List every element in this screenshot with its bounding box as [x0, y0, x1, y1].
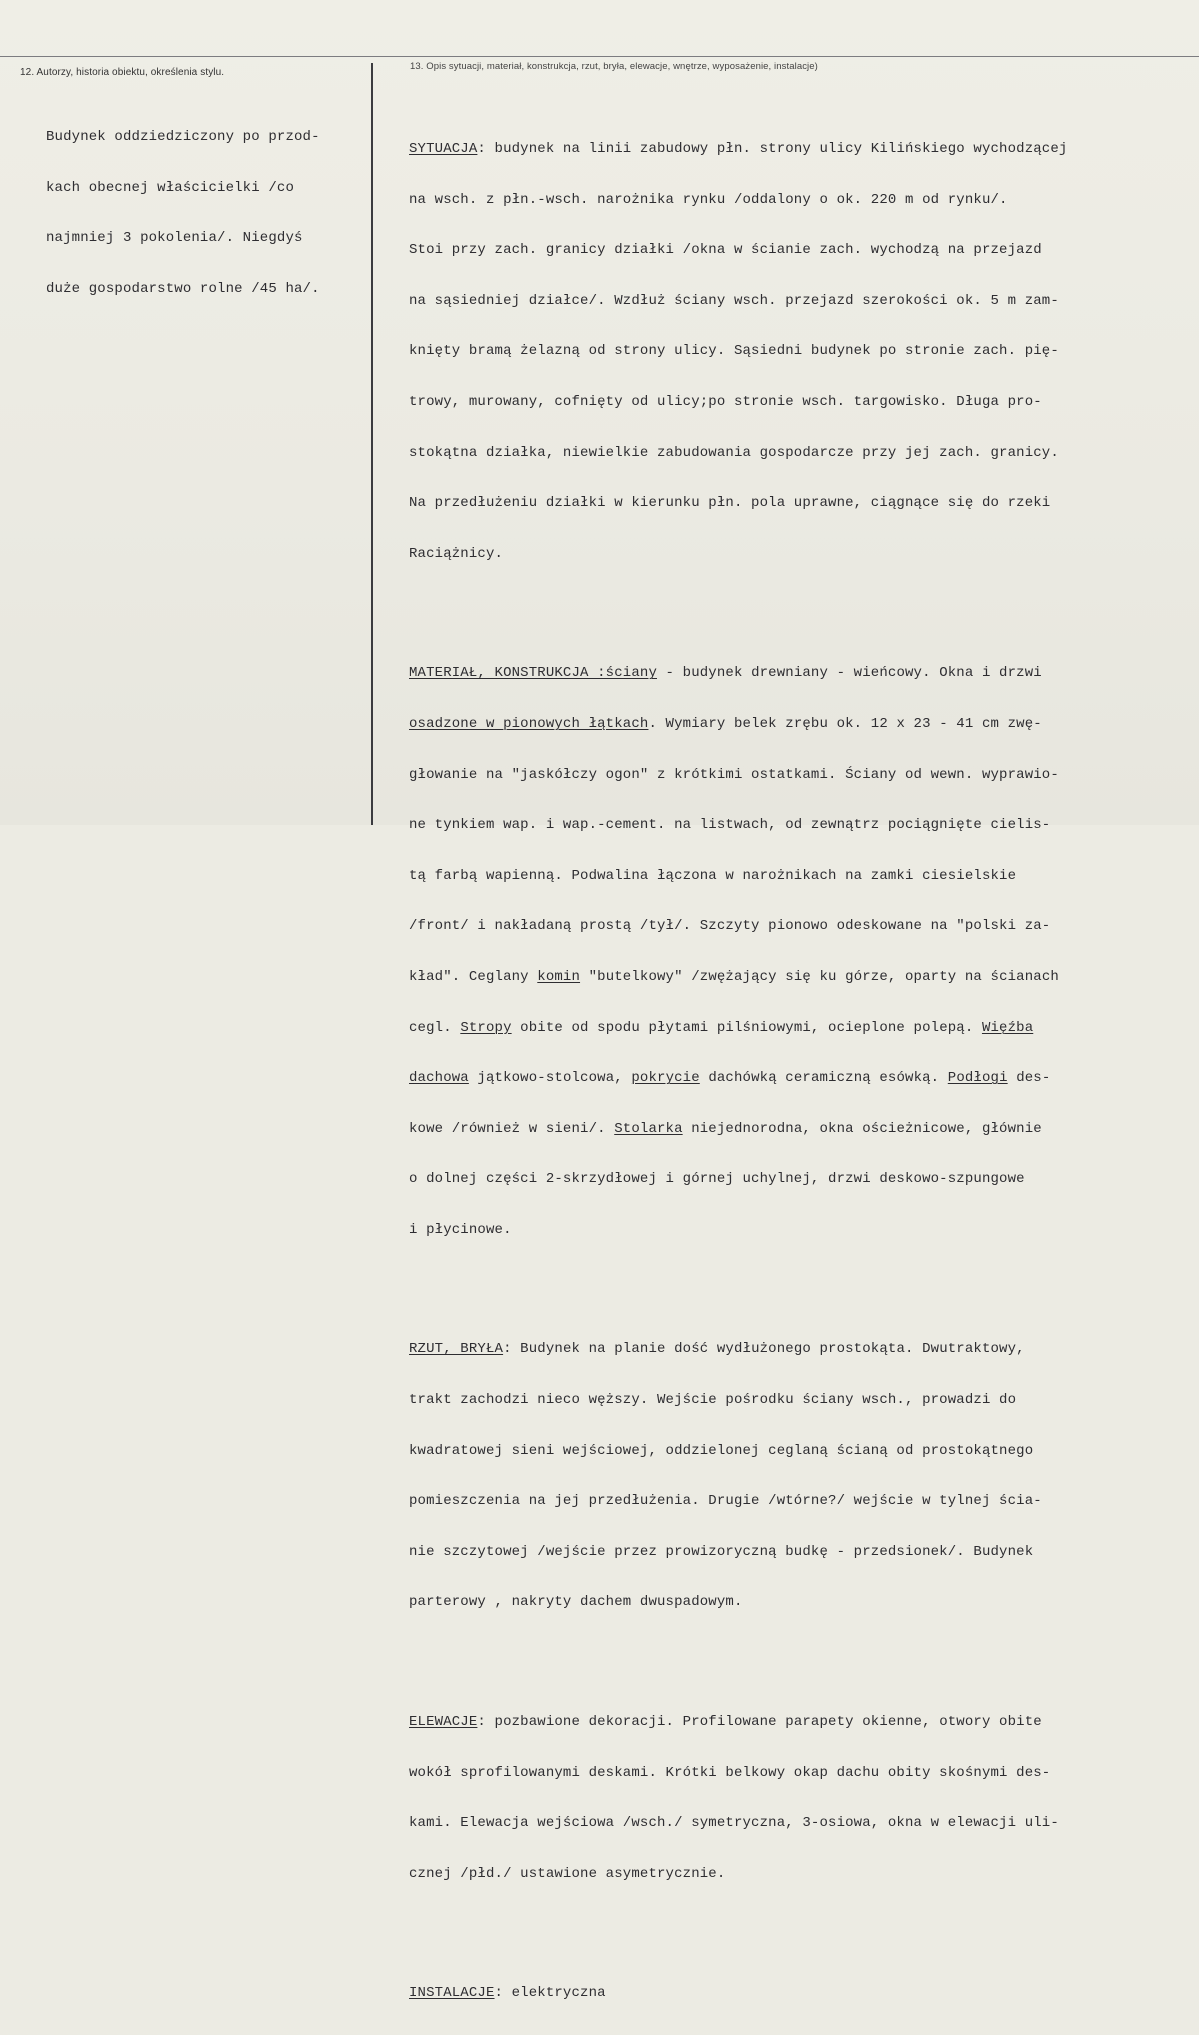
sytuacja-line: stokątna działka, niewielkie zabudowania gospodarcze przy jej zach. granicy.	[409, 444, 1059, 461]
elewacje-line: ELEWACJE: pozbawione dekoracji. Profilowane parapety okienne, otwory obite	[409, 1714, 1042, 1731]
rzut-line: RZUT, BRYŁA: Budynek na planie dość wydłużonego prostokąta. Dwutraktowy,	[409, 1341, 1025, 1358]
history-line: duże gospodarstwo rolne /45 ha/.	[46, 280, 320, 297]
rzut-line: nie szczytowej /wejście przez prowizoryczną budkę - przedsionek/. Budynek	[409, 1543, 1034, 1560]
sytuacja-line: na sąsiedniej działce/. Wzdłuż ściany wsch. przejazd szerokości ok. 5 m zam-	[409, 292, 1059, 309]
sytuacja-line: Na przedłużeniu działki w kierunku płn. pola uprawne, ciągnące się do rzeki	[409, 495, 1051, 512]
description-text	[409, 76, 1067, 2035]
rzut-line: trakt zachodzi nieco węższy. Wejście pośrodku ściany wsch., prowadzi do	[409, 1392, 1017, 1409]
material-line: o dolnej części 2-skrzydłowej i górnej uchylnej, drzwi deskowo-szpungowe	[409, 1171, 1025, 1188]
material-line: /front/ i nakładaną prostą /tył/. Szczyty pionowo odeskowane na "polski za-	[409, 918, 1051, 935]
elewacje-line: wokół sprofilowanymi deskami. Krótki belkowy okap dachu obity skośnymi des-	[409, 1764, 1051, 1781]
material-heading: MATERIAŁ, KONSTRUKCJA :ściany	[409, 665, 657, 682]
elewacje-line: cznej /płd./ ustawione asymetrycznie.	[409, 1865, 726, 1882]
column-divider	[371, 63, 373, 825]
history-text	[46, 96, 320, 330]
history-line: Budynek oddziedziczony po przod-	[46, 129, 320, 145]
material-line: głowanie na "jaskółczy ogon" z krótkimi ostatkami. Ściany od wewn. wyprawio-	[409, 766, 1059, 783]
sytuacja-line: trowy, murowany, cofnięty od ulicy;po stronie wsch. targowisko. Długa pro-	[409, 393, 1042, 410]
sytuacja-line: SYTUACJA: budynek na linii zabudowy płn. strony ulicy Kilińskiego wychodzącej	[409, 141, 1068, 157]
sytuacja-line: Stoi przy zach. granicy działki /okna w ścianie zach. wychodzą na przejazd	[409, 242, 1042, 259]
field-label-13: 13. Opis sytuacji, materiał, konstrukcja, rzut, bryła, elewacje, wnętrze, wyposażenie, instalacje)	[410, 61, 818, 72]
material-line: ne tynkiem wap. i wap.-cement. na listwach, od zewnątrz pociągnięte cielis-	[409, 817, 1051, 834]
material-line: MATERIAŁ, KONSTRUKCJA :ściany - budynek drewniany - wieńcowy. Okna i drzwi	[409, 665, 1042, 682]
material-line: osadzone w pionowych łątkach. Wymiary belek zrębu ok. 12 x 23 - 41 cm zwę-	[409, 715, 1042, 732]
material-line: kowe /również w sieni/. Stolarka niejednorodna, okna ościeżnicowe, głównie	[409, 1120, 1042, 1137]
elewacje-heading: ELEWACJE	[409, 1714, 478, 1731]
field-label-12: 12. Autorzy, historia obiektu, określenia stylu.	[20, 67, 225, 78]
sytuacja-line: knięty bramą żelazną od strony ulicy. Sąsiedni budynek po stronie zach. pię-	[409, 343, 1059, 360]
rzut-line: pomieszczenia na jej przedłużenia. Drugie /wtórne?/ wejście w tylnej ścia-	[409, 1493, 1042, 1510]
material-line: dachowa jątkowo-stolcowa, pokrycie dachówką ceramiczną esówką. Podłogi des-	[409, 1070, 1051, 1087]
sytuacja-heading: SYTUACJA	[409, 141, 478, 157]
material-line: cegl. Stropy obite od spodu płytami pilśniowymi, ocieplone polepą. Więźba	[409, 1019, 1034, 1036]
material-line: i płycinowe.	[409, 1221, 512, 1238]
history-line: najmniej 3 pokolenia/. Niegdyś	[46, 230, 303, 247]
instalacje-heading: INSTALACJE	[409, 1985, 495, 2002]
material-line: kład". Ceglany komin "butelkowy" /zwężający się ku górze, oparty na ścianach	[409, 968, 1059, 985]
sytuacja-line: na wsch. z płn.-wsch. narożnika rynku /oddalony o ok. 220 m od rynku/.	[409, 191, 1008, 208]
rzut-line: parterowy , nakryty dachem dwuspadowym.	[409, 1594, 743, 1611]
top-rule	[0, 56, 1199, 57]
sytuacja-line: Raciążnicy.	[409, 545, 504, 562]
elewacje-line: kami. Elewacja wejściowa /wsch./ symetryczna, 3-osiowa, okna w elewacji uli-	[409, 1815, 1059, 1832]
rzut-heading: RZUT, BRYŁA	[409, 1341, 504, 1358]
material-line: tą farbą wapienną. Podwalina łączona w narożnikach na zamki ciesielskie	[409, 867, 1017, 884]
history-line: kach obecnej właścicielki /co	[46, 179, 294, 196]
instalacje-line: INSTALACJE: elektryczna	[409, 1985, 606, 2002]
rzut-line: kwadratowej sieni wejściowej, oddzielonej ceglaną ścianą od prostokątnego	[409, 1442, 1034, 1459]
